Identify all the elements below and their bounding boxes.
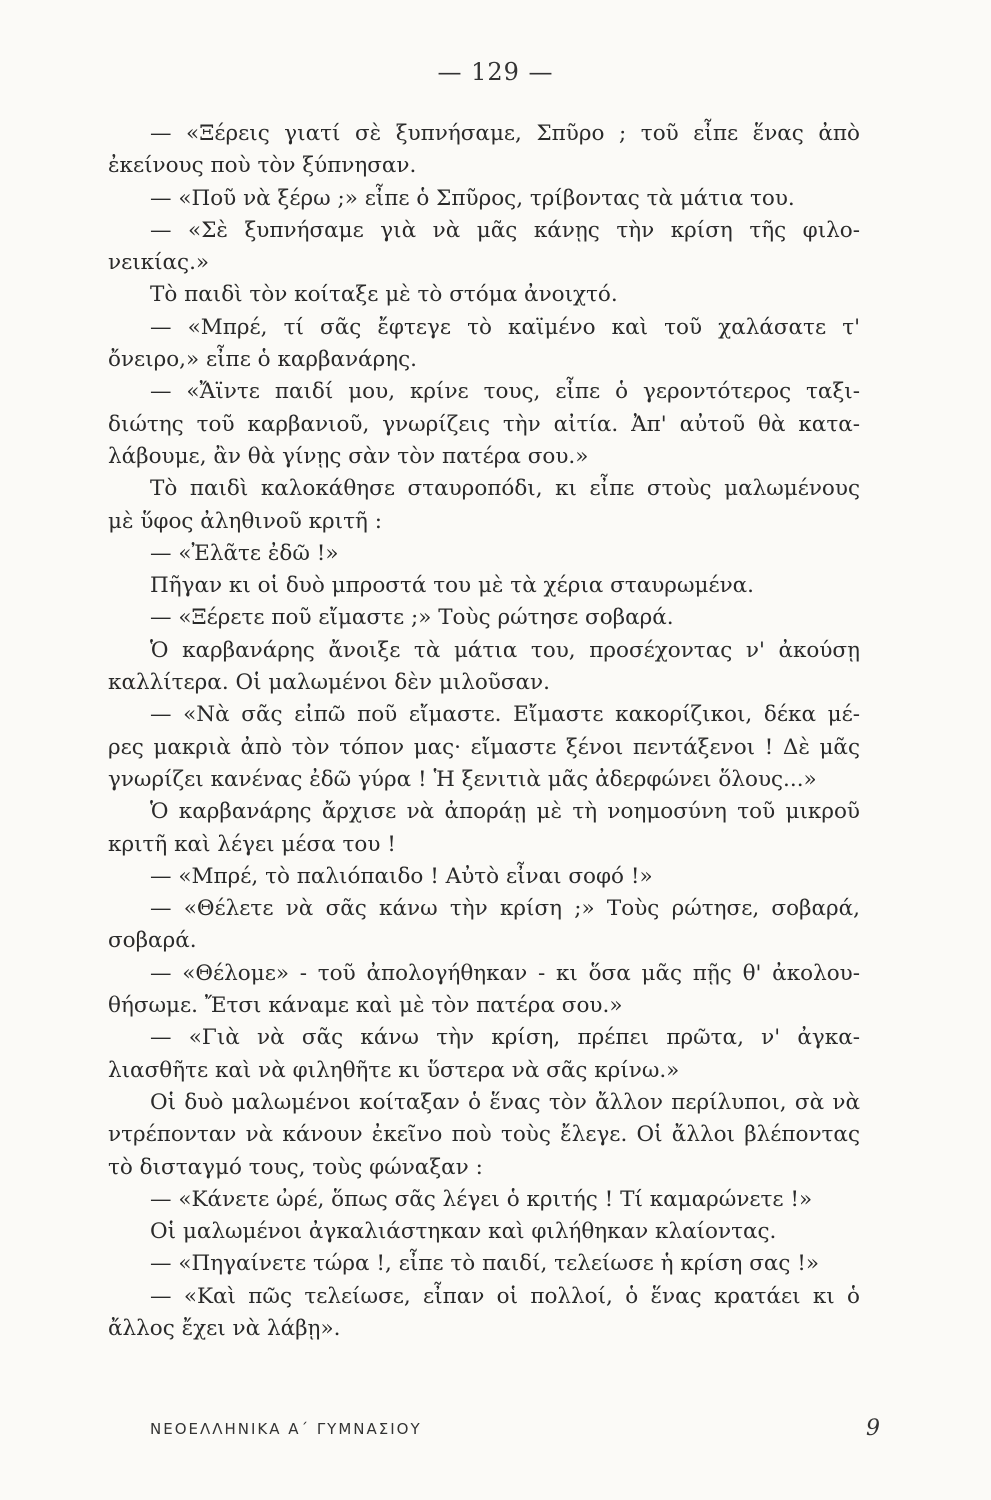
footer-book-title: ΝΕΟΕΛΛΗΝΙΚΑ Α΄ ΓΥΜΝΑΣΙΟΥ: [150, 1420, 422, 1438]
text-line: τὸ δισταγμό τους, τοὺς φώναξαν :: [108, 1154, 483, 1180]
text-line: ντρέπονταν νὰ κάνουν ἐκεῖνο ποὺ τοὺς ἔλεγε. Οἱ ἄλλοι βλέποντας: [108, 1122, 860, 1148]
text-line: — «Θέλετε νὰ σᾶς κάνω τὴν κρίση ;» Τοὺς ρώτησε, σοβαρά,: [150, 896, 860, 922]
text-line: σοβαρά.: [108, 928, 197, 954]
text-line: ἄλλος ἔχει νὰ λάβῃ».: [108, 1315, 341, 1341]
text-line: νεικίας.»: [108, 250, 210, 276]
text-line: — «Ποῦ νὰ ξέρω ;» εἶπε ὁ Σπῦρος, τρίβοντας τὰ μάτια του.: [150, 185, 795, 211]
text-line: — «Σὲ ξυπνήσαμε γιὰ νὰ μᾶς κάνῃς τὴν κρίση τῆς φιλο-: [150, 217, 860, 243]
text-line: ἐκείνους ποὺ τὸν ξύπνησαν.: [108, 153, 417, 179]
text-line: Τὸ παιδὶ τὸν κοίταξε μὲ τὸ στόμα ἀνοιχτό.: [150, 282, 618, 308]
text-line: ὄνειρο,» εἶπε ὁ καρβανάρης.: [108, 347, 417, 373]
text-line: Οἱ μαλωμένοι ἀγκαλιάστηκαν καὶ φιλήθηκαν κλαίοντας.: [150, 1219, 777, 1245]
text-line: — «Ἄϊντε παιδί μου, κρίνε τους, εἶπε ὁ γεροντότερος ταξι-: [150, 379, 860, 405]
text-line: γνωρίζει κανένας ἐδῶ γύρα ! Ἡ ξενιτιὰ μᾶς ἀδερφώνει ὅλους...»: [108, 766, 817, 792]
text-line: λάβουμε, ἂν θὰ γίνῃς σὰν τὸν πατέρα σου.»: [108, 443, 589, 469]
text-line: — «Θέλομε» - τοῦ ἀπολογήθηκαν - κι ὅσα μᾶς πῇς θ' ἀκολου-: [150, 960, 860, 986]
text-line: Ὁ καρβανάρης ἄρχισε νὰ ἀποράῃ μὲ τὴ νοημοσύνη τοῦ μικροῦ: [150, 799, 860, 825]
page-number: — 129 —: [437, 58, 554, 86]
text-line: — «Κάνετε ὠρέ, ὅπως σᾶς λέγει ὁ κριτής ! Τί καμαρώνετε !»: [150, 1186, 813, 1212]
text-line: Ὁ καρβανάρης ἄνοιξε τὰ μάτια του, προσέχοντας ν' ἀκούσῃ: [150, 637, 860, 663]
text-line: μὲ ὕφος ἀληθινοῦ κριτῆ :: [108, 508, 382, 534]
page-footer: [150, 1416, 880, 1450]
text-line: Πῆγαν κι οἱ δυὸ μπροστά του μὲ τὰ χέρια σταυρωμένα.: [150, 573, 755, 599]
text-line: — «Ξέρετε ποῦ εἴμαστε ;» Τοὺς ρώτησε σοβαρά.: [150, 605, 674, 631]
signature-mark: 9: [866, 1416, 880, 1441]
text-line: — «Ἐλᾶτε ἐδῶ !»: [150, 540, 339, 566]
text-line: κριτῆ καὶ λέγει μέσα του !: [108, 831, 396, 857]
body-text: [108, 118, 860, 1345]
text-line: θήσωμε. Ἔτσι κάναμε καὶ μὲ τὸν πατέρα σου.»: [108, 993, 623, 1019]
text-line: — «Καὶ πῶς τελείωσε, εἶπαν οἱ πολλοί, ὁ ἕνας κρατάει κι ὁ: [150, 1283, 860, 1309]
text-line: — «Μπρέ, τὸ παλιόπαιδο ! Αὐτὸ εἶναι σοφό !»: [150, 863, 653, 889]
text-line: Τὸ παιδὶ καλοκάθησε σταυροπόδι, κι εἶπε στοὺς μαλωμένους: [150, 476, 860, 502]
text-line: — «Γιὰ νὰ σᾶς κάνω τὴν κρίση, πρέπει πρῶτα, ν' ἀγκα-: [150, 1025, 860, 1051]
text-line: — «Πηγαίνετε τώρα !, εἶπε τὸ παιδί, τελείωσε ἡ κρίση σας !»: [150, 1251, 820, 1277]
text-line: λιασθῆτε καὶ νὰ φιληθῆτε κι ὕστερα νὰ σᾶς κρίνω.»: [108, 1057, 680, 1083]
text-line: Οἱ δυὸ μαλωμένοι κοίταξαν ὁ ἕνας τὸν ἄλλον περίλυποι, σὰ νὰ: [150, 1089, 860, 1115]
text-line: διώτης τοῦ καρβανιοῦ, γνωρίζεις τὴν αἰτία. Ἀπ' αὐτοῦ θὰ κατα-: [108, 411, 860, 437]
text-line: — «Νὰ σᾶς εἰπῶ ποῦ εἴμαστε. Εἴμαστε κακορίζικοι, δέκα μέ-: [150, 702, 860, 728]
text-line: καλλίτερα. Οἱ μαλωμένοι δὲν μιλοῦσαν.: [108, 670, 550, 696]
text-line: ρες μακριὰ ἀπὸ τὸν τόπον μας· εἴμαστε ξένοι πεντάξενοι ! Δὲ μᾶς: [108, 734, 860, 760]
text-line: — «Μπρέ, τί σᾶς ἔφτεγε τὸ καϊμένο καὶ τοῦ χαλάσατε τ': [150, 314, 860, 340]
text-line: — «Ξέρεις γιατί σὲ ξυπνήσαμε, Σπῦρο ; τοῦ εἶπε ἕνας ἀπὸ: [150, 121, 860, 146]
